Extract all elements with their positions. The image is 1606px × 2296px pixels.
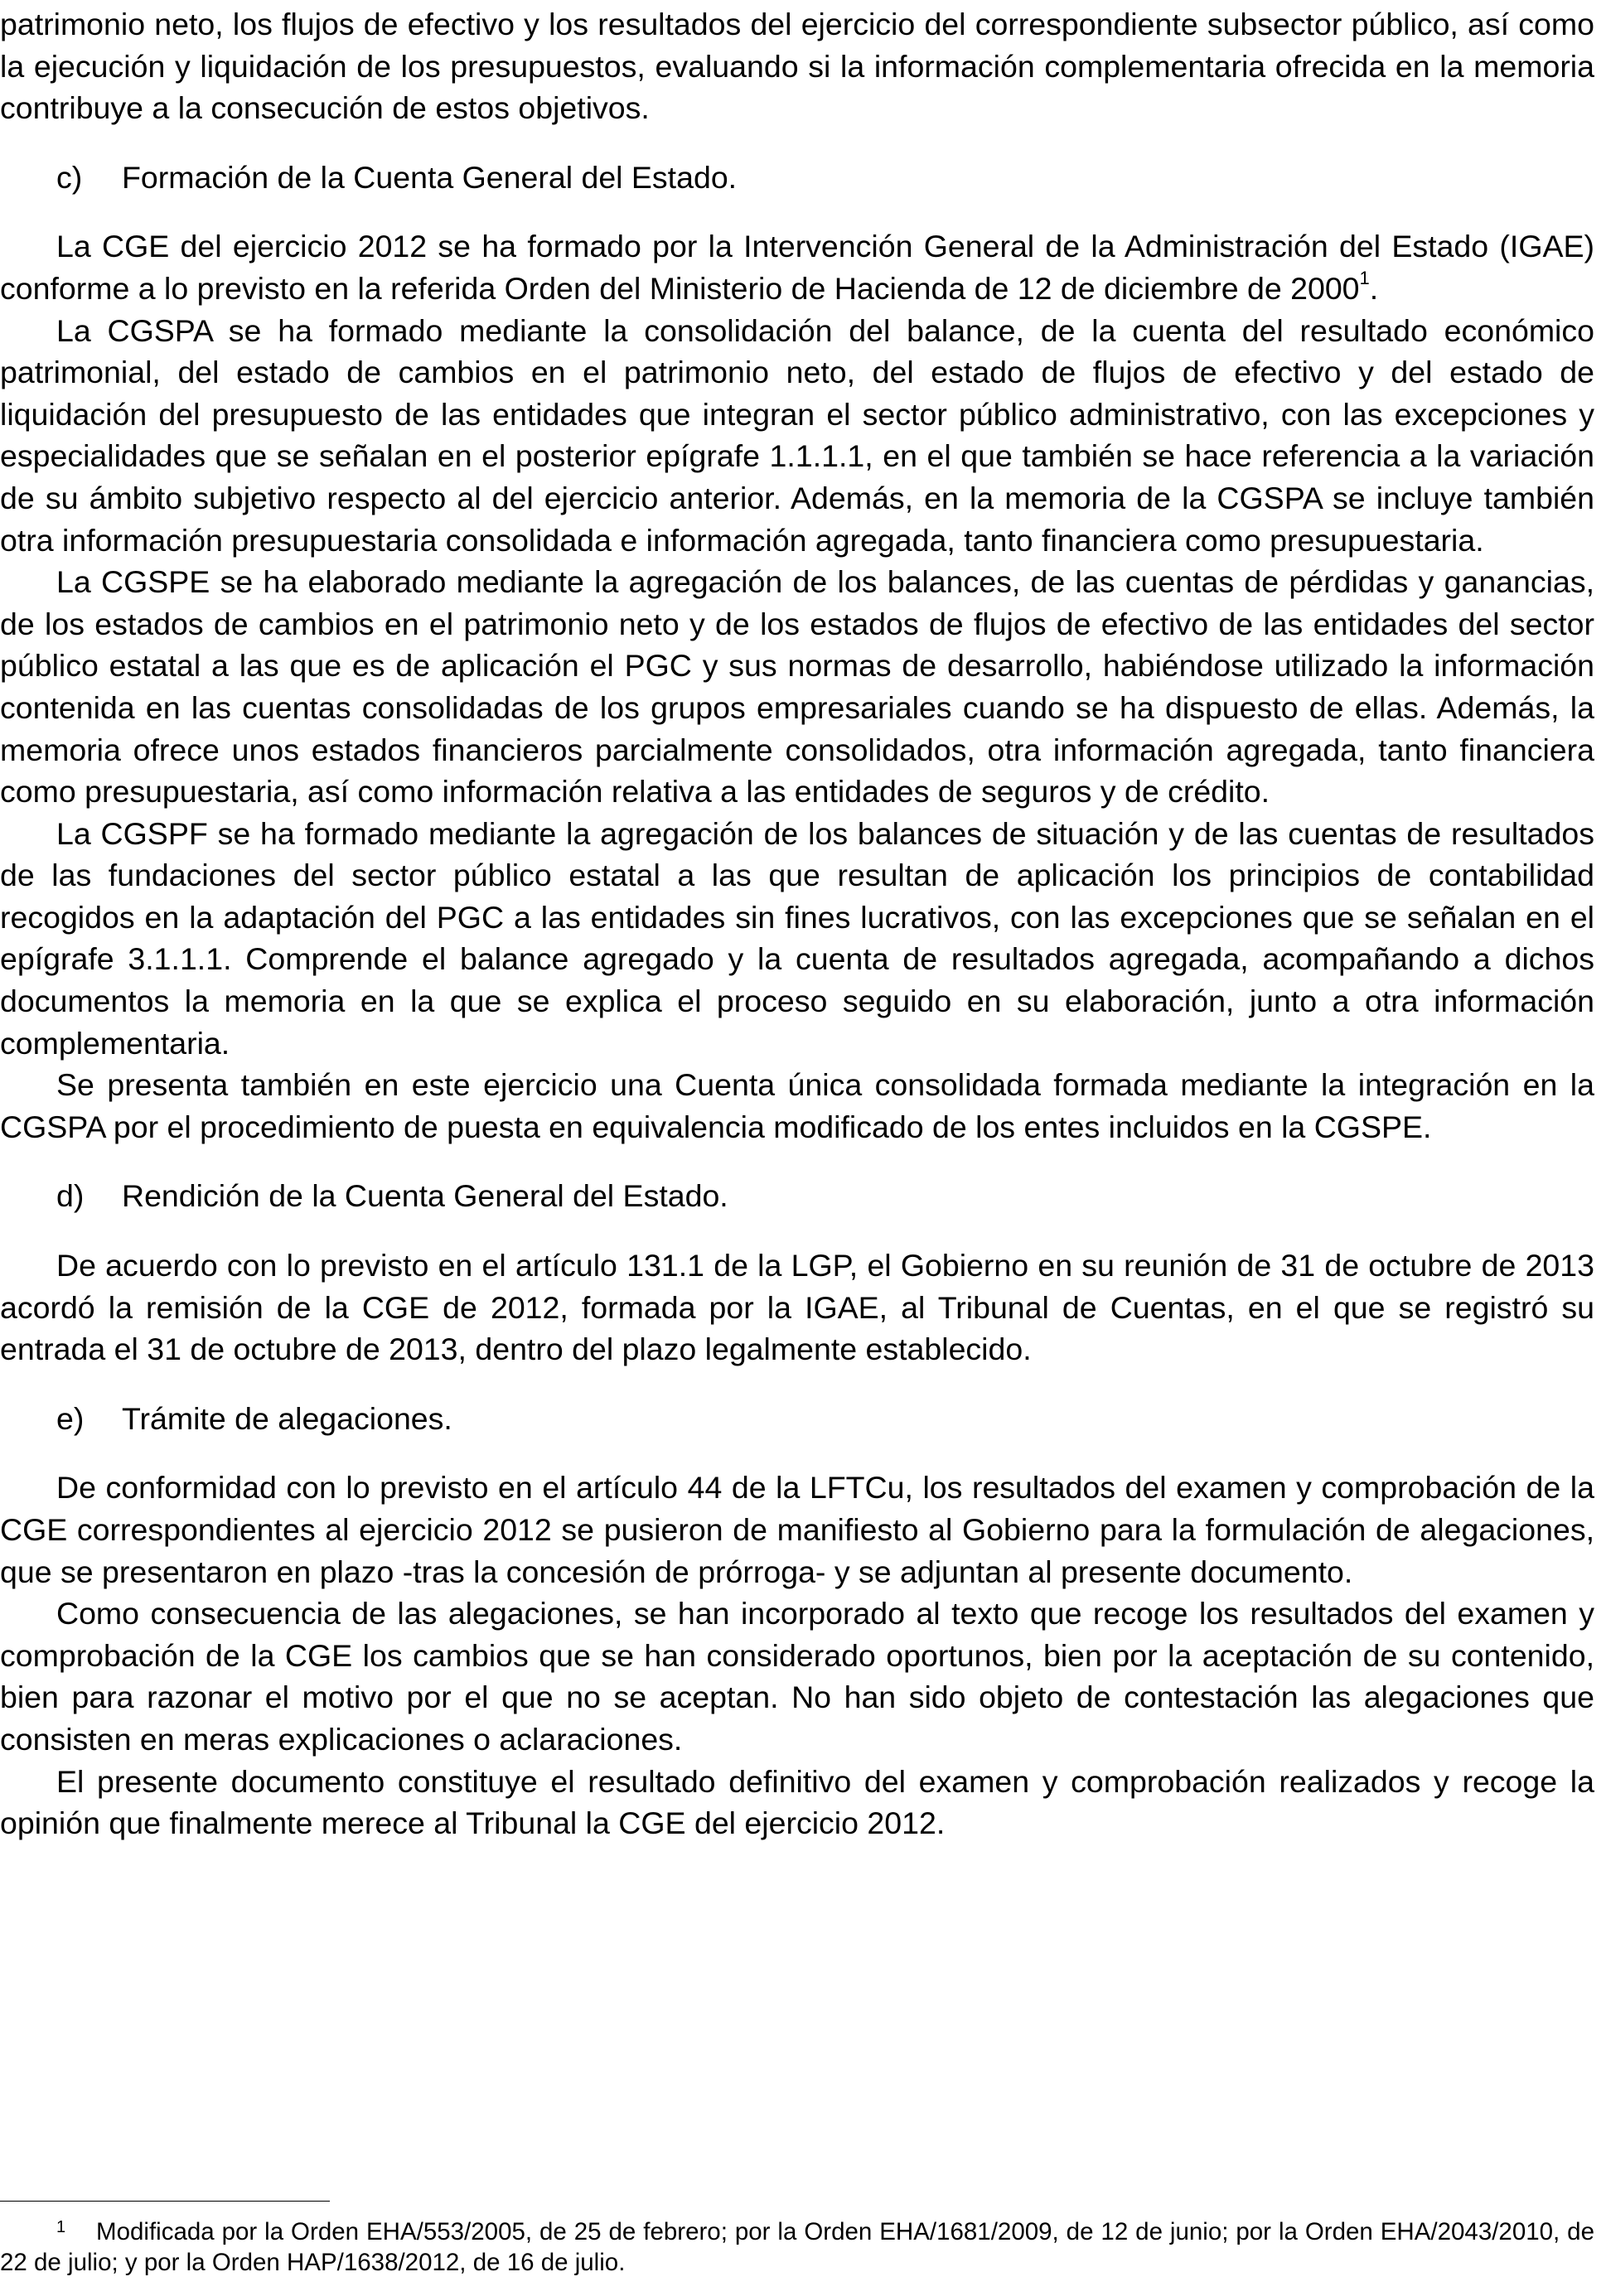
section-letter-c: c) xyxy=(56,159,83,195)
paragraph-alegaciones: De conformidad con lo previsto en el artículo 44 de la LFTCu, los resultados del examen y comprobación de la CGE correspondientes al ejercicio 2012 se pusieron de manifiesto al Gobierno para la formulación de alegaciones, que se presentaron en plazo -tras la concesión de prórroga- y se adjuntan al presente documento. xyxy=(0,1470,1594,1589)
paragraph-cge-formation-text: La CGE del ejercicio 2012 se ha formado por la Intervención General de la Administración del Estado (IGAE) conforme a lo previsto en la referida Orden del Ministerio de Hacienda de 12 de diciembre de 2000 xyxy=(0,229,1594,306)
section-heading-e xyxy=(0,1398,1594,1440)
footnote-mark: 1 xyxy=(56,2218,66,2236)
footnote-text: Modificada por la Orden EHA/553/2005, de 25 de febrero; por la Orden EHA/1681/2009, de 12 de junio; por la Orden EHA/2043/2010, de 22 de julio; y por la Orden HAP/1638/2012, de 16 de julio. xyxy=(0,2218,1594,2276)
paragraph-rendicion: De acuerdo con lo previsto en el artículo 131.1 de la LGP, el Gobierno en su reunión de 31 de octubre de 2013 acordó la remisión de la CGE de 2012, formada por la IGAE, al Tribunal de Cuentas, en el que se registró su entrada el 31 de octubre de 2013, dentro del plazo legalmente establecido. xyxy=(0,1248,1594,1367)
paragraph-cuenta-unica: Se presenta también en este ejercicio una Cuenta única consolidada formada mediante la integración en la CGSPA por el procedimiento de puesta en equivalencia modificado de los entes incluidos en la CGSPE. xyxy=(0,1067,1594,1144)
paragraph-cgspa: La CGSPA se ha formado mediante la consolidación del balance, de la cuenta del resultado económico patrimonial, del estado de cambios en el patrimonio neto, del estado de flujos de efectivo y del estado de liquidación del presupuesto de las entidades que integran el sector público administrativo, con las excepciones y especialidades que se señalan en el posterior epígrafe 1.1.1.1, en el que también se hace referencia a la variación de su ámbito subjetivo respecto al del ejercicio anterior. Además, en la memoria de la CGSPA se incluye también otra información presupuestaria consolidada e información agregada, tanto financiera como presupuestaria. xyxy=(0,312,1594,558)
footnote-separator xyxy=(0,2201,330,2202)
section-letter-d: d) xyxy=(56,1178,85,1214)
section-title-d: Rendición de la Cuenta General del Estado. xyxy=(122,1178,728,1214)
paragraph-cgspe: La CGSPE se ha elaborado mediante la agregación de los balances, de las cuentas de pérdidas y ganancias, de los estados de cambios en el patrimonio neto y de los estados de flujos de efectivo de las entidades del sector público estatal a las que es de aplicación el PGC y sus normas de desarrollo, habiéndose utilizado la información contenida en las cuentas consolidadas de los grupos empresariales cuando se ha dispuesto de ellas. Además, la memoria ofrece unos estados financieros parcialmente consolidados, otra información agregada, tanto financiera como presupuestaria, así como información relativa a las entidades de seguros y de crédito. xyxy=(0,564,1594,810)
paragraph-cge-formation-end: . xyxy=(1369,270,1379,306)
paragraph-objectives-continuation: patrimonio neto, los flujos de efectivo y los resultados del ejercicio del correspondiente subsector público, así como la ejecución y liquidación de los presupuestos, evaluando si la información complementaria ofrecida en la memoria contribuye a la consecución de estos objetivos. xyxy=(0,7,1594,126)
paragraph-cgspf: La CGSPF se ha formado mediante la agregación de los balances de situación y de las cuentas de resultados de las fundaciones del sector público estatal a las que resultan de aplicación los principios de contabilidad recogidos en la adaptación del PGC a las entidades sin fines lucrativos, con las excepciones que se señalan en el epígrafe 3.1.1.1. Comprende el balance agregado y la cuenta de resultados agregada, acompañando a dichos documentos la memoria en la que se explica el proceso seguido en su elaboración, junto a otra información complementaria. xyxy=(0,815,1594,1061)
section-heading-d xyxy=(0,1175,1594,1217)
section-letter-e: e) xyxy=(56,1400,85,1436)
section-title-c: Formación de la Cuenta General del Estado. xyxy=(122,159,738,195)
paragraph-cge-formation xyxy=(0,225,1594,309)
footnote-reference[interactable]: 1 xyxy=(1359,268,1370,289)
section-title-e: Trámite de alegaciones. xyxy=(122,1400,452,1436)
document-body xyxy=(0,3,1594,1844)
paragraph-resultado-definitivo: El presente documento constituye el resultado definitivo del examen y comprobación realizados y recoge la opinión que finalmente merece al Tribunal la CGE del ejercicio 2012. xyxy=(0,1763,1594,1841)
paragraph-consecuencia-alegaciones: Como consecuencia de las alegaciones, se han incorporado al texto que recoge los resultados del examen y comprobación de la CGE los cambios que se han considerado oportunos, bien por la aceptación de su contenido, bien para razonar el motivo por el que no se aceptan. No han sido objeto de contestación las alegaciones que consisten en meras explicaciones o aclaraciones. xyxy=(0,1596,1594,1757)
section-heading-c xyxy=(0,157,1594,199)
footnote xyxy=(0,2216,1594,2278)
